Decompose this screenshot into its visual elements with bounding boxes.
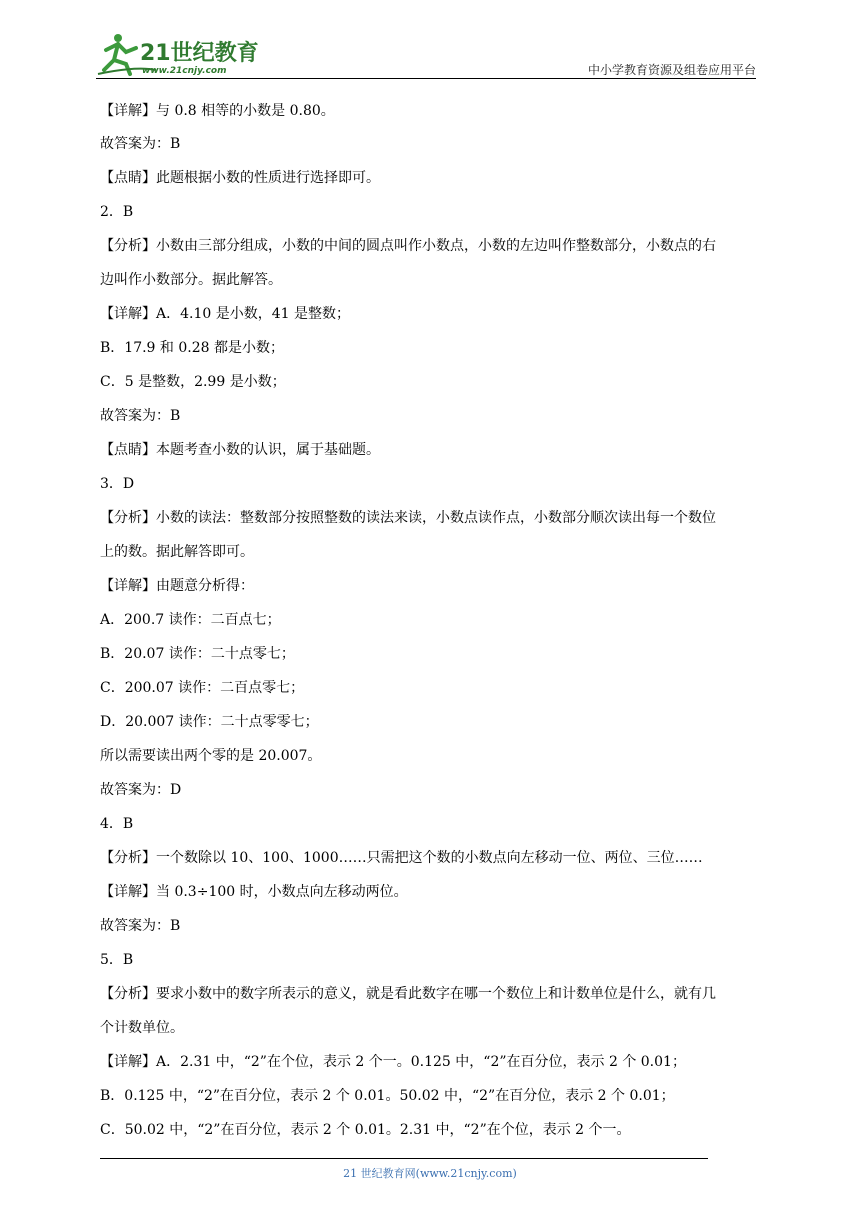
logo-text: 21世纪教育: [140, 41, 259, 66]
text-line: 【详解】当 0.3÷100 时，小数点向左移动两位。: [100, 884, 408, 900]
text-line: 边叫作小数部分。据此解答。: [100, 272, 282, 288]
logo-url: www.21cnjy.com: [142, 66, 227, 76]
page-header: [96, 30, 756, 80]
platform-name: 中小学教育资源及组卷应用平台: [587, 63, 756, 77]
footer-link[interactable]: 21 世纪教育网(www.21cnjy.com): [343, 1167, 517, 1180]
text-line: 【详解】A．4.10 是小数，41 是整数；: [100, 306, 350, 322]
text-line: 故答案为：B: [100, 408, 181, 424]
text-line: 【分析】要求小数中的数字所表示的意义，就是看此数字在哪一个数位上和计数单位是什么，就有几: [100, 986, 716, 1002]
text-line: 【分析】一个数除以 10、100、1000……只需把这个数的小数点向左移动一位、两位、三位……: [100, 850, 703, 866]
text-line: 【点睛】本题考查小数的认识，属于基础题。: [100, 442, 380, 458]
text-line: 3．D: [100, 476, 135, 492]
text-line: 个计数单位。: [100, 1020, 184, 1036]
text-line: B．20.07 读作：二十点零七；: [100, 646, 295, 662]
text-line: 【点睛】此题根据小数的性质进行选择即可。: [100, 170, 380, 186]
text-line: A．200.7 读作：二百点七；: [100, 612, 281, 628]
text-line: 故答案为：D: [100, 782, 182, 798]
text-line: 【详解】由题意分析得：: [100, 578, 254, 594]
footer-divider: [100, 1158, 708, 1159]
text-line: C．200.07 读作：二百点零七；: [100, 680, 305, 696]
text-line: 【分析】小数由三部分组成，小数的中间的圆点叫作小数点，小数的左边叫作整数部分，小数点的右: [100, 238, 716, 254]
text-line: 【详解】与 0.8 相等的小数是 0.80。: [100, 103, 335, 119]
text-line: 所以需要读出两个零的是 20.007。: [100, 748, 322, 764]
text-line: C．5 是整数，2.99 是小数；: [100, 374, 286, 390]
text-line: 4．B: [100, 816, 134, 832]
text-line: 2．B: [100, 204, 134, 220]
text-line: 【分析】小数的读法：整数部分按照整数的读法来读，小数点读作点，小数部分顺次读出每一个数位: [100, 510, 716, 526]
text-line: D．20.007 读作：二十点零零七；: [100, 714, 319, 730]
text-line: B．0.125 中，“2”在百分位，表示 2 个 0.01。50.02 中，“2”在百分位，表示 2 个 0.01；: [100, 1088, 675, 1104]
text-line: 5．B: [100, 952, 134, 968]
text-line: B．17.9 和 0.28 都是小数；: [100, 340, 284, 356]
text-line: 【详解】A．2.31 中，“2”在个位，表示 2 个一。0.125 中，“2”在百分位，表示 2 个 0.01；: [100, 1054, 686, 1070]
text-line: 上的数。据此解答即可。: [100, 544, 254, 560]
text-line: C．50.02 中，“2”在百分位，表示 2 个 0.01。2.31 中，“2”在个位，表示 2 个一。: [100, 1122, 631, 1138]
text-line: 故答案为：B: [100, 918, 181, 934]
logo-runner-icon: [96, 30, 266, 78]
text-line: 故答案为：B: [100, 136, 181, 152]
header-divider: [96, 78, 756, 79]
